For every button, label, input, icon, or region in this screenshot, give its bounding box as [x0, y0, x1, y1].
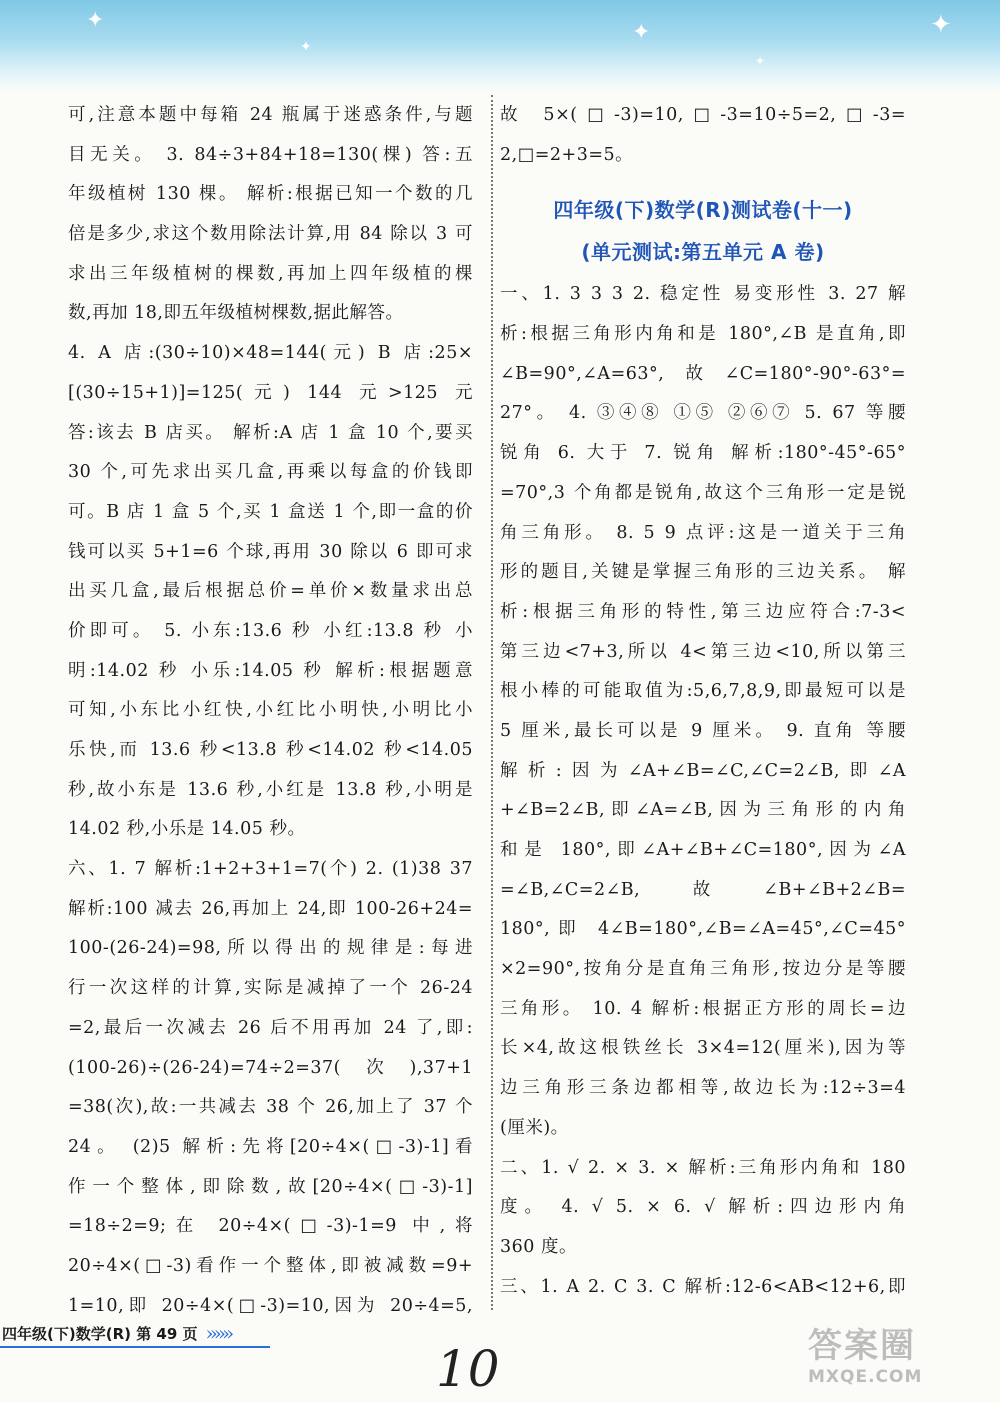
text-line: 年级植树 130 棵。 解析:根据已知一个数的几	[68, 184, 473, 205]
text-line: 析:根据三角形的特性,第三边应符合:7-3<	[500, 601, 906, 622]
sparkle-icon: ✦	[300, 39, 312, 55]
text-line: =∠B,∠C=2∠B,故∠B+∠B+2∠B=	[500, 879, 906, 900]
text-line: 20÷4×(□-3)看作一个整体,即被减数=9+	[68, 1255, 473, 1276]
watermark-logo: 答案圈	[808, 1326, 916, 1366]
test-title: 四年级(下)数学(R)测试卷(十一)	[553, 198, 853, 223]
text-line: 一、1. 3 3 3 2. 稳定性 易变形性 3. 27 解	[500, 284, 906, 305]
text-line: 明:14.02 秒 小乐:14.05 秒 解析:根据题意	[68, 660, 473, 681]
sparkle-icon: ✦	[930, 10, 952, 40]
text-line: 30 个,可先求出买几盒,再乘以每盒的价钱即	[68, 462, 473, 483]
text-line: 行一次这样的计算,实际是减掉了一个 26-24	[68, 978, 473, 999]
text-line: 360 度。	[500, 1236, 577, 1257]
text-line: 根小棒的可能取值为:5,6,7,8,9,即最短可以是	[500, 681, 906, 702]
text-line: 目无关。 3. 84÷3+84+18=130(棵) 答:五	[68, 144, 473, 165]
text-line: 作一个整体,即除数,故[20÷4×(□-3)-1]	[68, 1176, 473, 1197]
watermark	[808, 1318, 994, 1396]
text-line: 价即可。 5. 小东:13.6 秒 小红:13.8 秒 小	[68, 620, 473, 641]
text-line: ×2=90°,按角分是直角三角形,按边分是等腰	[500, 959, 906, 980]
text-line: (100-26)÷(26-24)=74÷2=37(次),37+1	[68, 1057, 473, 1078]
test-subtitle: (单元测试:第五单元 A 卷)	[581, 240, 825, 265]
text-line: 六、1. 7 解析:1+2+3+1=7(个) 2. (1)38 37	[68, 859, 473, 880]
text-line: =18÷2=9;在 20÷4×(□-3)-1=9 中,将	[68, 1216, 473, 1237]
sparkle-icon: ✦	[86, 8, 105, 33]
text-line: 2,□=2+3=5。	[500, 144, 634, 165]
text-line: 180°,即 4∠B=180°,∠B=∠A=45°,∠C=45°	[500, 919, 906, 940]
text-line: =2,最后一次减去 26 后不用再加 24 了,即:	[68, 1017, 473, 1038]
text-line: (厘米)。	[500, 1117, 569, 1138]
text-line: 二、1. √ 2. × 3. × 解析:三角形内角和 180	[500, 1157, 906, 1178]
text-line: 边三角形三条边都相等,故边长为:12÷3=4	[500, 1078, 906, 1099]
text-line: 乐快,而 13.6 秒<13.8 秒<14.02 秒<14.05	[68, 740, 473, 760]
text-line: 解析:因为∠A+∠B=∠C,∠C=2∠B,即∠A	[500, 760, 906, 781]
text-line: 可知,小东比小红快,小红比小明快,小明比小	[68, 700, 473, 721]
text-line: 锐角 6. 大于 7. 锐角 解析:180°-45°-65°	[500, 443, 906, 464]
arrow-icon: »»»	[205, 1321, 231, 1345]
column-divider	[491, 95, 493, 1310]
text-line: 故 5×(□-3)=10,□-3=10÷5=2,□-3=	[500, 105, 906, 125]
text-line: 和是 180°,即∠A+∠B+∠C=180°,因为∠A	[500, 840, 906, 860]
right-column	[500, 96, 906, 1307]
text-line: 三角形。 10. 4 解析:根据正方形的周长=边	[500, 998, 906, 1019]
sparkle-icon: ✦	[755, 54, 766, 68]
text-line: 答:该去 B 店买。 解析:A 店 1 盒 10 个,要买	[68, 422, 473, 443]
text-line: 求出三年级植树的棵数,再加上四年级植的棵	[68, 263, 473, 284]
text-line: 27°。 4. ③④⑧ ①⑤ ②⑥⑦ 5. 67 等腰	[500, 403, 906, 424]
text-line: 可,注意本题中每箱 24 瓶属于迷惑条件,与题	[68, 105, 473, 125]
footer-rule	[0, 1346, 270, 1348]
text-line: 数,再加 18,即五年级植树棵数,据此解答。	[68, 303, 404, 324]
text-line: 倍是多少,求这个数用除法计算,用 84 除以 3 可	[68, 224, 473, 245]
text-line: 5 厘米,最长可以是 9 厘米。 9. 直角 等腰	[500, 720, 906, 741]
watermark-url: MXQE.COM	[808, 1367, 923, 1387]
text-line: 24。 (2)5 解析:先将[20÷4×(□-3)-1]看	[68, 1136, 473, 1157]
text-line: 4. A 店:(30÷10)×48=144(元) B 店:25×	[68, 343, 473, 364]
text-line: 析:根据三角形内角和是 180°,∠B 是直角,即	[500, 324, 906, 345]
sparkle-icon: ✦	[632, 20, 651, 45]
text-line: 出买几盒,最后根据总价=单价×数量求出总	[68, 581, 473, 602]
text-line: =70°,3 个角都是锐角,故这个三角形一定是锐	[500, 482, 906, 503]
text-line: 1=10,即 20÷4×(□-3)=10,因为 20÷4=5,	[68, 1295, 473, 1316]
text-line: 可。B 店 1 盒 5 个,买 1 盒送 1 个,即一盒的价	[68, 501, 473, 522]
text-line: 秒,故小东是 13.6 秒,小红是 13.8 秒,小明是	[68, 779, 473, 800]
text-line: [(30÷15+1)]=125(元) 144 元>125 元	[68, 382, 473, 403]
footer-label: 四年级(下)数学(R) 第 49 页	[2, 1324, 198, 1343]
text-line: ∠B=90°,∠A=63°,故∠C=180°-90°-63°=	[500, 363, 906, 384]
text-line: 解析:100 减去 26,再加上 24,即 100-26+24=	[68, 898, 473, 919]
top-decorative-banner	[0, 0, 1000, 92]
text-line: =38(次),故:一共减去 38 个 26,加上了 37 个	[68, 1097, 473, 1118]
text-line: 形的题目,关键是掌握三角形的三边关系。 解	[500, 562, 906, 583]
text-line: 第三边<7+3,所以 4<第三边<10,所以第三	[500, 641, 906, 662]
text-line: 14.02 秒,小乐是 14.05 秒。	[68, 819, 306, 840]
text-line: 三、1. A 2. C 3. C 解析:12-6<AB<12+6,即	[500, 1276, 906, 1297]
text-line: +∠B=2∠B,即∠A=∠B,因为三角形的内角	[500, 800, 906, 821]
text-line: 角三角形。 8. 5 9 点评:这是一道关于三角	[500, 522, 906, 543]
left-column	[68, 96, 473, 1326]
text-line: 100-(26-24)=98,所以得出的规律是:每进	[68, 938, 473, 959]
page-footer	[0, 1318, 300, 1348]
text-line: 度。 4. √ 5. × 6. √ 解析:四边形内角	[500, 1197, 906, 1218]
text-line: 长×4,故这根铁丝长 3×4=12(厘米),因为等	[500, 1038, 906, 1059]
text-line: 钱可以买 5+1=6 个球,再用 30 除以 6 即可求	[68, 541, 473, 562]
handwritten-mark: 10	[436, 1340, 500, 1398]
